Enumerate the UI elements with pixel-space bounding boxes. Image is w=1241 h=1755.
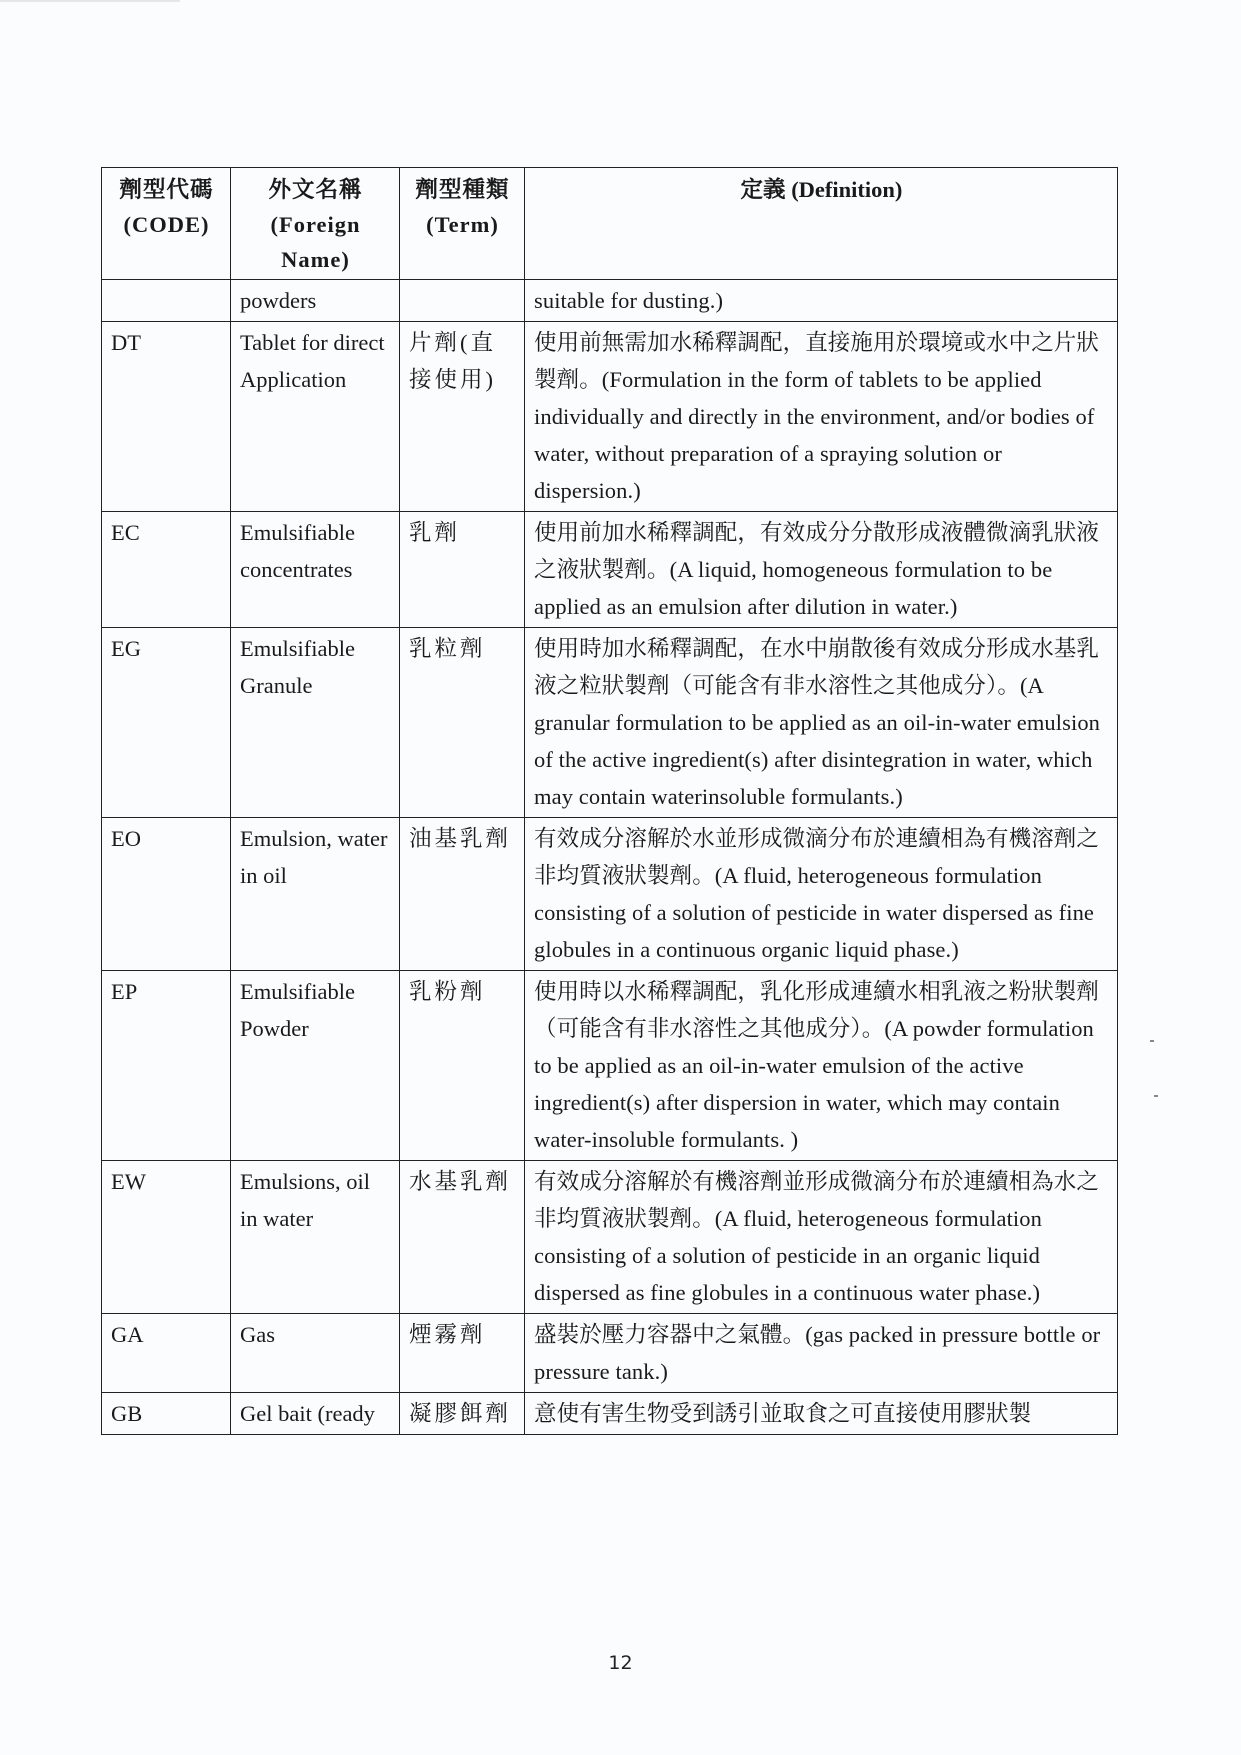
cell-foreign-name: powders — [231, 280, 400, 322]
cell-term: 乳劑 — [400, 512, 525, 628]
cell-foreign-name: Tablet for direct Application — [231, 322, 400, 512]
header-code — [102, 168, 231, 280]
formulation-table-container — [101, 167, 1117, 1435]
header-definition-en: (Definition) — [791, 177, 903, 202]
scan-mark — [1150, 1040, 1154, 1042]
cell-term: 乳粒劑 — [400, 628, 525, 818]
page-number: 12 — [608, 1652, 633, 1674]
table-row — [102, 512, 1118, 628]
cell-term: 煙霧劑 — [400, 1314, 525, 1393]
header-code-en: (CODE) — [123, 212, 210, 237]
cell-definition: suitable for dusting.) — [525, 280, 1118, 322]
cell-foreign-name: Gas — [231, 1314, 400, 1393]
cell-definition: 使用前無需加水稀釋調配，直接施用於環境或水中之片狀製劑。(Formulation in the form of tablets to be applied individually and directly in the environment, and/or bodies of water, without preparation of a spraying solution or dispersion.) — [525, 322, 1118, 512]
cell-code — [102, 280, 231, 322]
cell-definition: 使用前加水稀釋調配，有效成分分散形成液體微滴乳狀液之液狀製劑。(A liquid, homogeneous formulation to be applied as an emulsion after dilution in water.) — [525, 512, 1118, 628]
table-row — [102, 818, 1118, 971]
table-row — [102, 628, 1118, 818]
table-row — [102, 1314, 1118, 1393]
header-definition-zh: 定義 — [740, 177, 786, 202]
header-definition — [525, 168, 1118, 280]
cell-definition: 有效成分溶解於水並形成微滴分布於連續相為有機溶劑之非均質液狀製劑。(A fluid, heterogeneous formulation consisting of a solution of pesticide in water dispersed as fine globules in a continuous organic liquid phase.) — [525, 818, 1118, 971]
cell-code: EW — [102, 1161, 231, 1314]
table-row — [102, 1393, 1118, 1435]
cell-code: GA — [102, 1314, 231, 1393]
cell-term: 油基乳劑 — [400, 818, 525, 971]
cell-term — [400, 280, 525, 322]
cell-foreign-name: Emulsions, oil in water — [231, 1161, 400, 1314]
cell-code: GB — [102, 1393, 231, 1435]
page-edge — [0, 0, 180, 2]
header-name-en: (Foreign Name) — [270, 212, 361, 272]
header-term-en: (Term) — [426, 212, 499, 237]
header-foreign-name — [231, 168, 400, 280]
cell-definition: 使用時加水稀釋調配，在水中崩散後有效成分形成水基乳液之粒狀製劑（可能含有非水溶性之其他成分）。(A granular formulation to be applied as an oil-in-water emulsion of the active ingredient(s) after disintegration in water, which may contain waterinsoluble formulants.) — [525, 628, 1118, 818]
cell-term: 乳粉劑 — [400, 971, 525, 1161]
cell-foreign-name: Emulsifiable Granule — [231, 628, 400, 818]
header-term-zh: 劑型種類 — [415, 177, 510, 202]
cell-foreign-name: Emulsion, water in oil — [231, 818, 400, 971]
table-header-row — [102, 168, 1118, 280]
cell-foreign-name: Gel bait (ready — [231, 1393, 400, 1435]
cell-definition: 意使有害生物受到誘引並取食之可直接使用膠狀製 — [525, 1393, 1118, 1435]
table-row — [102, 322, 1118, 512]
cell-code: EP — [102, 971, 231, 1161]
table-row — [102, 280, 1118, 322]
cell-definition: 使用時以水稀釋調配，乳化形成連續水相乳液之粉狀製劑（可能含有非水溶性之其他成分）。(A powder formulation to be applied as an oil-in-water emulsion of the active ingredient(s) after dispersion in water, which may contain water-insoluble formulants. ) — [525, 971, 1118, 1161]
table-body — [102, 280, 1118, 1435]
cell-definition: 有效成分溶解於有機溶劑並形成微滴分布於連續相為水之非均質液狀製劑。(A fluid, heterogeneous formulation consisting of a solution of pesticide in an organic liquid dispersed as fine globules in a continuous water phase.) — [525, 1161, 1118, 1314]
table-row — [102, 1161, 1118, 1314]
cell-code: DT — [102, 322, 231, 512]
cell-code: EO — [102, 818, 231, 971]
cell-code: EG — [102, 628, 231, 818]
cell-term: 片劑(直接使用) — [400, 322, 525, 512]
cell-foreign-name: Emulsifiable Powder — [231, 971, 400, 1161]
header-code-zh: 劑型代碼 — [119, 177, 214, 202]
header-name-zh: 外文名稱 — [268, 177, 363, 202]
formulation-code-table — [101, 167, 1118, 1435]
cell-definition: 盛裝於壓力容器中之氣體。(gas packed in pressure bottle or pressure tank.) — [525, 1314, 1118, 1393]
cell-code: EC — [102, 512, 231, 628]
table-row — [102, 971, 1118, 1161]
header-term — [400, 168, 525, 280]
scan-mark — [1154, 1095, 1158, 1097]
cell-foreign-name: Emulsifiable concentrates — [231, 512, 400, 628]
cell-term: 水基乳劑 — [400, 1161, 525, 1314]
cell-term: 凝膠餌劑 — [400, 1393, 525, 1435]
